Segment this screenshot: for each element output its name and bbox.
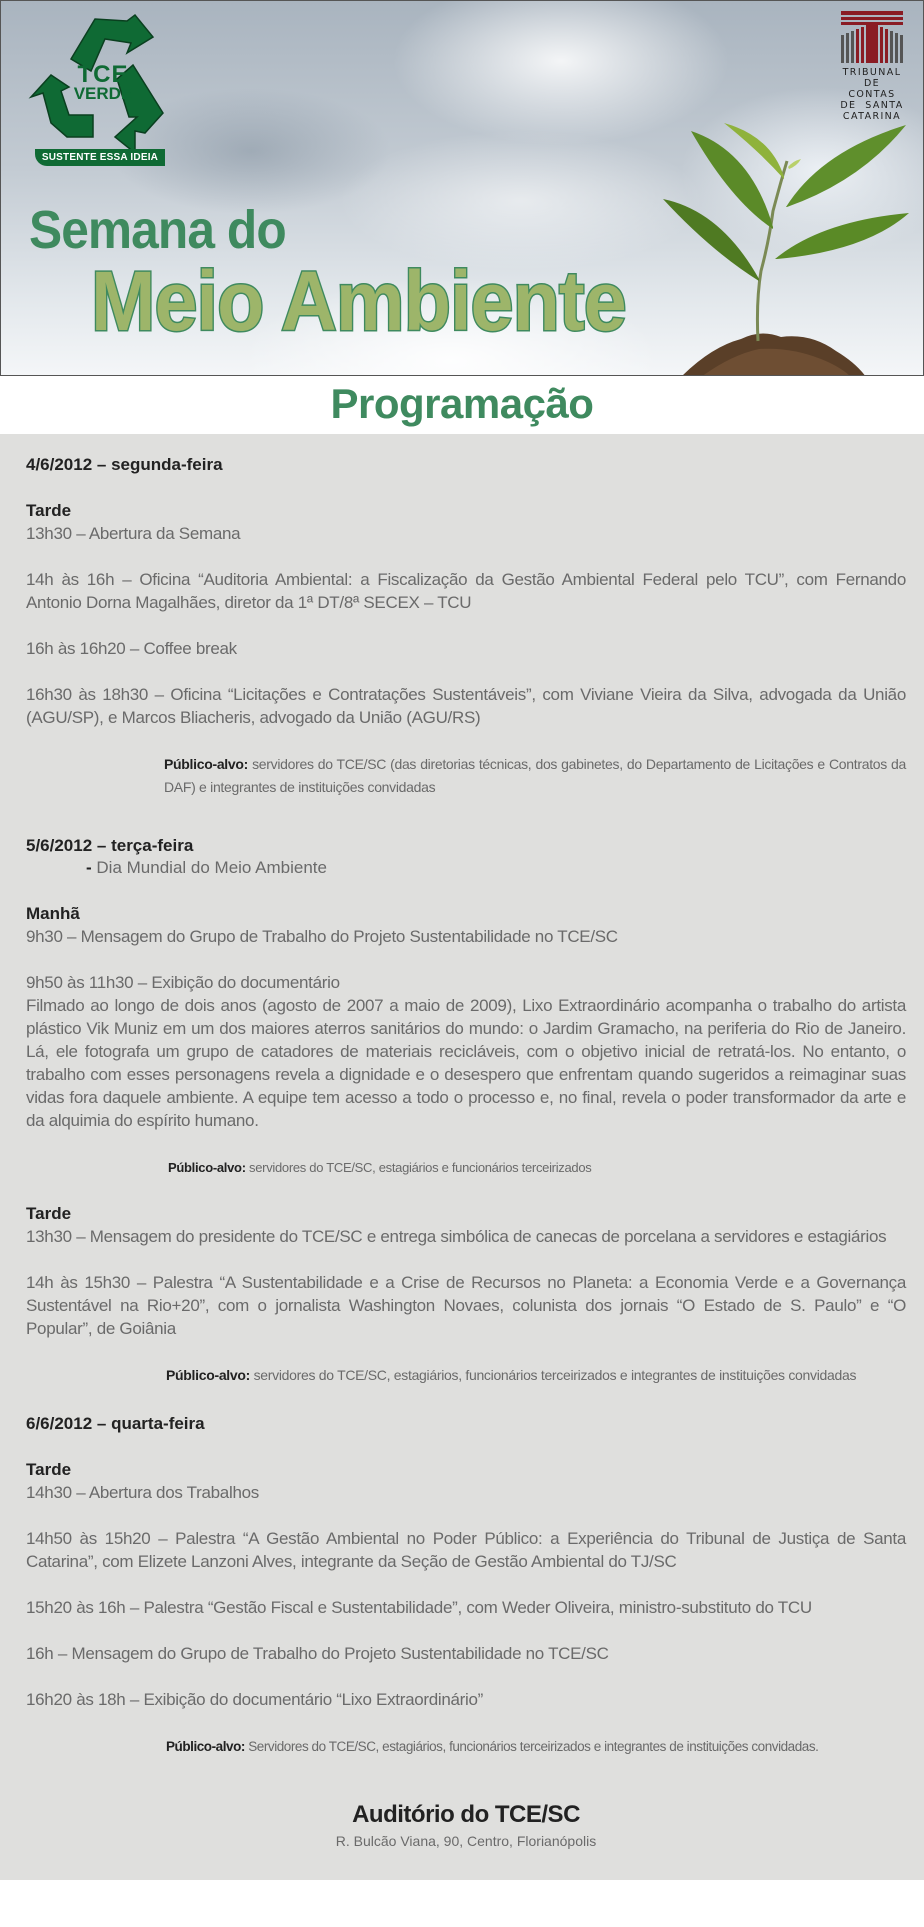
target-audience	[26, 1735, 906, 1758]
event-banner	[0, 0, 924, 376]
venue-name: Auditório do TCE/SC	[352, 1801, 580, 1828]
plant-seedling-image	[641, 101, 924, 376]
period-heading: Tarde	[26, 1204, 72, 1223]
venue-address: R. Bulcão Viana, 90, Centro, Florianópolis	[335, 1833, 597, 1849]
day-title: 6/6/2012 – quarta-feira	[26, 1414, 205, 1433]
venue	[26, 1800, 906, 1852]
audience-text: servidores do TCE/SC (das diretorias técnicas, dos gabinetes, do Departamento de Licitações e Contratos da DAF) e integrantes de instituições convidadas	[164, 756, 907, 795]
audience-text: servidores do TCE/SC, estagiários e funcionários terceirizados	[249, 1160, 592, 1175]
tribunal-line-3: DE SANTA	[840, 100, 904, 111]
schedule-item: 16h20 às 18h – Exibição do documentário “Lixo Extraordinário”	[26, 1690, 484, 1709]
bullet-dash: -	[86, 858, 92, 877]
period-heading: Tarde	[26, 501, 72, 520]
schedule-item: 16h30 às 18h30 – Oficina “Licitações e Contratações Sustentáveis”, com Viviane Vieira da Silva, advogada da União (AGU/SP), e Marcos Bliacheris, advogado da União (AGU/RS)	[26, 685, 906, 727]
target-audience	[26, 753, 906, 799]
day-subtitle	[26, 857, 906, 879]
logo-tagline: SUSTENTE ESSA IDEIA	[35, 149, 165, 166]
target-audience	[26, 1364, 906, 1387]
audience-text: servidores do TCE/SC, estagiários, funcionários terceirizados e integrantes de instituições convidadas	[253, 1367, 857, 1383]
program-content	[0, 434, 924, 1880]
audience-label: Público-alvo:	[168, 1160, 246, 1175]
documentary-description: Filmado ao longo de dois anos (agosto de 2007 a maio de 2009), Lixo Extraordinário acompanha o trabalho do artista plástico Vik Muniz em um dos maiores aterros sanitários do mundo: o Jardim Gramacho, na periferia do Rio de Janeiro. Lá, ele fotografa um grupo de catadores de materiais recicláveis, com o objetivo inicial de retratá-los. No entanto, o trabalho com esses personagens revela a dignidade e o desespero que enfrentam quando sugeridos a reimaginar suas vidas fora daquele ambiente. A equipe tem acesso a todo o processo e, no final, revela o poder transformador da arte e da alquimia do espírito humano.	[26, 996, 906, 1130]
day-title: 5/6/2012 – terça-feira	[26, 836, 194, 855]
audience-label: Público-alvo:	[166, 1739, 245, 1754]
schedule-item: 9h30 – Mensagem do Grupo de Trabalho do Projeto Sustentabilidade no TCE/SC	[26, 927, 618, 946]
tribunal-t-icon	[841, 11, 903, 63]
schedule-item: 14h às 16h – Oficina “Auditoria Ambiental: a Fiscalização da Gestão Ambiental Federal pelo TCU”, com Fernando Antonio Dorna Magalhães, diretor da 1ª DT/8ª SECEX – TCU	[26, 570, 906, 612]
period-heading: Tarde	[26, 1460, 72, 1479]
day-section	[26, 454, 906, 799]
day-section	[26, 1413, 906, 1758]
logo-verde-text: VERDE	[73, 84, 133, 103]
banner-title-line2: Meio Ambiente	[91, 254, 626, 348]
schedule-item: 9h50 às 11h30 – Exibição do documentário	[26, 973, 340, 992]
schedule-item: 16h às 16h20 – Coffee break	[26, 639, 237, 658]
tce-verde-logo	[23, 11, 173, 171]
schedule-item: 14h30 – Abertura dos Trabalhos	[26, 1483, 259, 1502]
day-title: 4/6/2012 – segunda-feira	[26, 455, 223, 474]
schedule-item: 13h30 – Mensagem do presidente do TCE/SC e entrega simbólica de canecas de porcelana a servidores e estagiários	[26, 1227, 887, 1246]
day-section	[26, 835, 906, 1387]
period-heading: Manhã	[26, 904, 80, 923]
tribunal-line-1: TRIBUNAL	[842, 67, 902, 78]
banner-title-line1: Semana do	[29, 200, 286, 260]
target-audience	[26, 1156, 906, 1179]
logo-tce-text: TCE	[77, 61, 129, 88]
audience-text: Servidores do TCE/SC, estagiários, funcionários terceirizados e integrantes de instituições convidadas.	[248, 1739, 819, 1754]
schedule-item: 14h50 às 15h20 – Palestra “A Gestão Ambiental no Poder Público: a Experiência do Tribunal de Justiça de Santa Catarina”, com Elizete Lanzoni Alves, integrante da Seção de Gestão Ambiental do TJ/SC	[26, 1529, 906, 1571]
schedule-item: 16h – Mensagem do Grupo de Trabalho do Projeto Sustentabilidade no TCE/SC	[26, 1644, 609, 1663]
program-title: Programação	[0, 376, 924, 434]
tribunal-line-2: DE CONTAS	[848, 78, 896, 100]
day-subtitle-text: Dia Mundial do Meio Ambiente	[96, 858, 327, 877]
tribunal-line-4: CATARINA	[842, 111, 902, 122]
schedule-item: 14h às 15h30 – Palestra “A Sustentabilidade e a Crise de Recursos no Planeta: a Economia Verde e a Governança Sustentável na Rio+20”, com o jornalista Washington Novaes, colunista dos jornais “O Estado de S. Paulo” e “O Popular”, de Goiânia	[26, 1273, 906, 1338]
schedule-item: 13h30 – Abertura da Semana	[26, 524, 241, 543]
schedule-item: 15h20 às 16h – Palestra “Gestão Fiscal e Sustentabilidade”, com Weder Oliveira, ministro-substituto do TCU	[26, 1598, 812, 1617]
audience-label: Público-alvo:	[164, 756, 248, 772]
audience-label: Público-alvo:	[166, 1367, 250, 1383]
